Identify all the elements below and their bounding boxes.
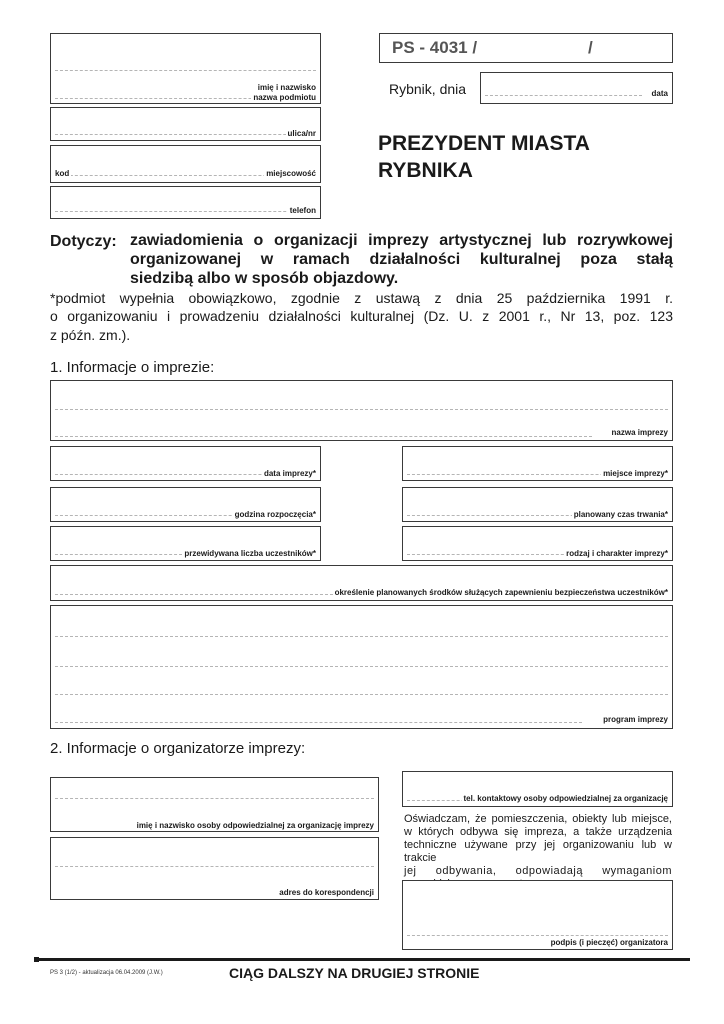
duration-field[interactable] xyxy=(402,487,673,522)
addressee-line-2: RYBNIKA xyxy=(378,159,473,182)
safety-measures-label: określenie planowanych środków służących zapewnieniu bezpieczeństwa uczestników* xyxy=(334,588,668,597)
event-program-label: program imprezy xyxy=(603,715,668,724)
footnote-line-3: z późn. zm.). xyxy=(50,327,131,343)
event-program-field[interactable] xyxy=(50,605,673,729)
form-code: PS 3 (1/2) - aktualizacja 06.04.2009 (J.W.) xyxy=(50,970,163,976)
declaration-line-2: w których odbywa się impreza, a także urządzenia xyxy=(404,826,672,838)
reference-number-box xyxy=(379,33,673,63)
subject-label: Dotyczy: xyxy=(50,233,117,250)
date-field[interactable] xyxy=(480,72,673,104)
signature-label: podpis (i pieczęć) organizatora xyxy=(550,938,668,947)
declaration-line-3: techniczne używane przy jej organizowaniu lub w trakcie xyxy=(404,839,672,864)
event-date-label: data imprezy* xyxy=(263,469,316,478)
event-type-label: rodzaj i charakter imprezy* xyxy=(566,549,668,558)
sender-name-label-1: imię i nazwisko xyxy=(257,83,316,92)
sender-phone-box[interactable] xyxy=(50,186,321,219)
duration-label: planowany czas trwania* xyxy=(573,510,668,519)
footnote-line-1: *podmiot wypełnia obowiązkowo, zgodnie z ustawą z dnia 25 października 1991 r. xyxy=(50,290,673,306)
event-place-label: miejsce imprezy* xyxy=(603,469,668,478)
sender-phone-label: telefon xyxy=(289,206,316,215)
sender-city-box[interactable] xyxy=(50,145,321,183)
subject-line-3: siedzibą albo w sposób objazdowy. xyxy=(130,270,399,287)
responsible-person-field[interactable] xyxy=(50,777,379,832)
participants-label: przewidywana liczba uczestników* xyxy=(184,549,316,558)
event-type-field[interactable] xyxy=(402,526,673,561)
event-date-field[interactable] xyxy=(50,446,321,481)
subject-line-2: organizowanej w ramach działalności kulturalnej poza stałą xyxy=(130,251,673,268)
event-name-field[interactable] xyxy=(50,380,673,441)
footer-rule-marker xyxy=(34,957,39,962)
start-time-field[interactable] xyxy=(50,487,321,522)
participants-field[interactable] xyxy=(50,526,321,561)
subject-line-1: zawiadomienia o organizacji imprezy artystycznej lub rozrywkowej xyxy=(130,232,673,249)
reference-code-slash: / xyxy=(588,38,593,57)
start-time-label: godzina rozpoczęcia* xyxy=(234,510,316,519)
event-name-label: nazwa imprezy xyxy=(611,428,668,437)
sender-street-label: ulica/nr xyxy=(287,129,316,138)
declaration-line-4: jej odbywania, odpowiadają wymaganiom xyxy=(404,865,672,877)
date-label: data xyxy=(651,89,668,98)
footer-rule xyxy=(34,958,690,961)
addressee-line-1: PREZYDENT MIASTA xyxy=(378,132,590,155)
place-city-text: Rybnik, dnia xyxy=(389,81,467,97)
event-place-field[interactable] xyxy=(402,446,673,481)
declaration-line-1: Oświadczam, że pomieszczenia, obiekty lub miejsce, xyxy=(404,813,672,825)
sender-name-label-2: nazwa podmiotu xyxy=(253,93,316,102)
sender-name-box[interactable] xyxy=(50,33,321,104)
continued-notice: CIĄG DALSZY NA DRUGIEJ STRONIE xyxy=(229,965,480,981)
section2-heading: 2. Informacje o organizatorze imprezy: xyxy=(50,740,306,757)
footnote-line-2: o organizowaniu i prowadzeniu działalności kulturalnej (Dz. U. z 2001 r., Nr 13, poz. 123 xyxy=(50,308,673,324)
sender-postcode-label: kod xyxy=(55,169,70,178)
responsible-person-label: imię i nazwisko osoby odpowiedzialnej za organizację imprezy xyxy=(136,821,374,830)
reference-code-prefix: PS - 4031 / xyxy=(392,38,478,57)
correspondence-address-label: adres do korespondencji xyxy=(279,888,374,897)
sender-street-box[interactable] xyxy=(50,107,321,141)
contact-phone-label: tel. kontaktowy osoby odpowiedzialnej za organizację xyxy=(463,794,668,803)
section1-heading: 1. Informacje o imprezie: xyxy=(50,359,215,376)
sender-city-label: miejscowość xyxy=(266,169,316,178)
safety-measures-field[interactable] xyxy=(50,565,673,601)
contact-phone-field[interactable] xyxy=(402,771,673,807)
signature-field[interactable] xyxy=(402,880,673,950)
correspondence-address-field[interactable] xyxy=(50,837,379,900)
